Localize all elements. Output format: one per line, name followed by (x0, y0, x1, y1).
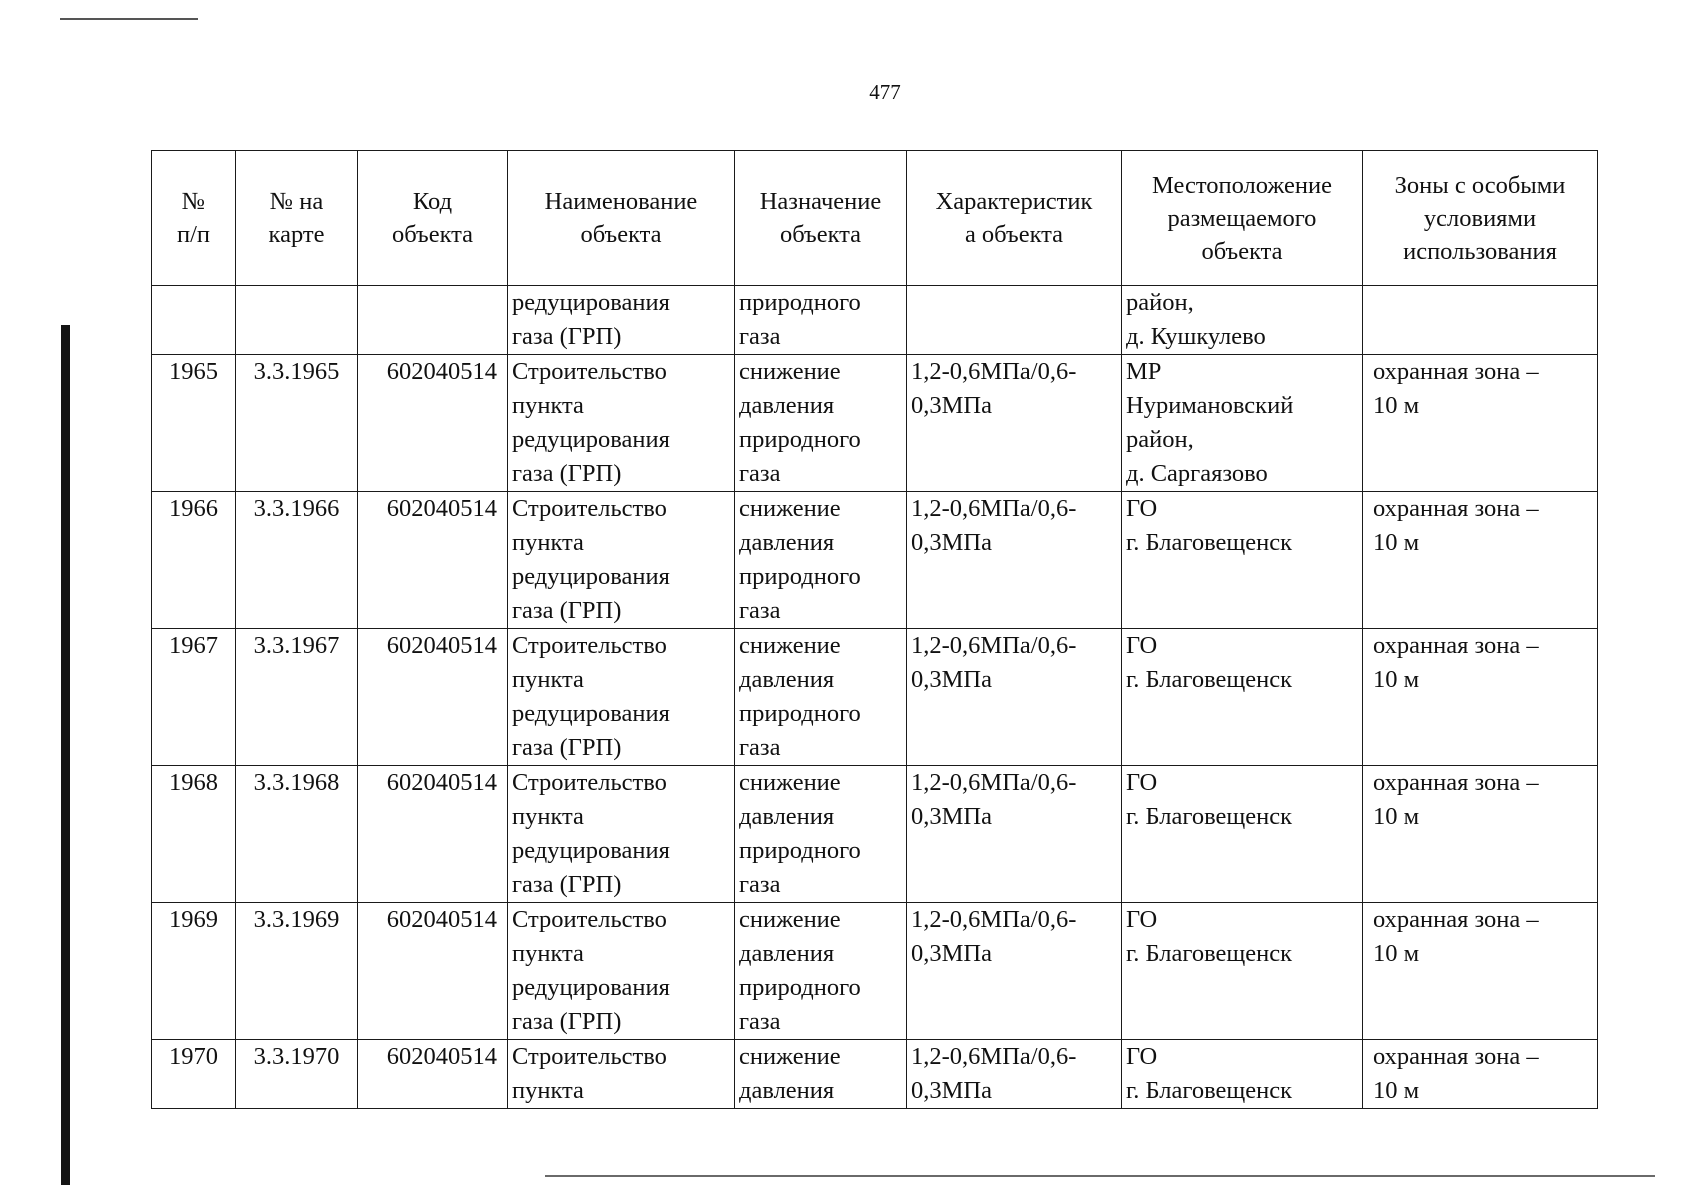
cell-object-purpose: снижение давления природного газа (735, 766, 907, 903)
header-map-number: № на карте (236, 151, 358, 286)
cell-object-location: ГО г. Благовещенск (1122, 629, 1363, 766)
cell-object-location: ГО г. Благовещенск (1122, 903, 1363, 1040)
cell-object-code: 602040514 (358, 629, 508, 766)
cell-object-name: редуцирования газа (ГРП) (508, 286, 735, 355)
header-num: № п/п (152, 151, 236, 286)
cell-object-location: район, д. Кушкулево (1122, 286, 1363, 355)
cell-object-location: ГО г. Благовещенск (1122, 766, 1363, 903)
cell-num (152, 286, 236, 355)
page-number: 477 (869, 80, 901, 104)
table-row (152, 1040, 1598, 1109)
header-object-purpose: Назначение объекта (735, 151, 907, 286)
table-row (152, 355, 1598, 492)
header-object-code: Код объекта (358, 151, 508, 286)
cell-map-number: 3.3.1970 (236, 1040, 358, 1109)
cell-object-name: Строительство пункта редуцирования газа (ГРП) (508, 629, 735, 766)
cell-object-characteristics: 1,2-0,6МПа/0,6- 0,3МПа (907, 766, 1122, 903)
table-row-continuation (152, 286, 1598, 355)
cell-special-zones: охранная зона – 10 м (1363, 492, 1598, 629)
cell-map-number: 3.3.1968 (236, 766, 358, 903)
cell-special-zones: охранная зона – 10 м (1363, 903, 1598, 1040)
cell-object-name: Строительство пункта редуцирования газа (ГРП) (508, 492, 735, 629)
cell-object-name: Строительство пункта (508, 1040, 735, 1109)
cell-num: 1970 (152, 1040, 236, 1109)
cell-object-code: 602040514 (358, 492, 508, 629)
cell-object-code: 602040514 (358, 766, 508, 903)
cell-object-characteristics (907, 286, 1122, 355)
cell-object-location: ГО г. Благовещенск (1122, 1040, 1363, 1109)
cell-object-purpose: снижение давления (735, 1040, 907, 1109)
cell-object-characteristics: 1,2-0,6МПа/0,6- 0,3МПа (907, 629, 1122, 766)
header-object-characteristics: Характеристик а объекта (907, 151, 1122, 286)
cell-object-location: ГО г. Благовещенск (1122, 492, 1363, 629)
cell-object-purpose: снижение давления природного газа (735, 903, 907, 1040)
scan-binding-bar (61, 325, 70, 1185)
cell-num: 1967 (152, 629, 236, 766)
table-row (152, 492, 1598, 629)
cell-special-zones: охранная зона – 10 м (1363, 355, 1598, 492)
cell-map-number: 3.3.1966 (236, 492, 358, 629)
cell-num: 1965 (152, 355, 236, 492)
cell-object-name: Строительство пункта редуцирования газа (ГРП) (508, 355, 735, 492)
cell-object-name: Строительство пункта редуцирования газа (ГРП) (508, 903, 735, 1040)
cell-map-number: 3.3.1967 (236, 629, 358, 766)
cell-special-zones: охранная зона – 10 м (1363, 1040, 1598, 1109)
cell-object-code: 602040514 (358, 903, 508, 1040)
cell-object-code: 602040514 (358, 355, 508, 492)
cell-object-purpose: снижение давления природного газа (735, 629, 907, 766)
objects-table (151, 150, 1598, 1109)
cell-object-purpose: снижение давления природного газа (735, 355, 907, 492)
cell-map-number (236, 286, 358, 355)
scan-mark-top (60, 18, 198, 20)
cell-object-code (358, 286, 508, 355)
cell-object-location: МР Нуримановский район, д. Саргаязово (1122, 355, 1363, 492)
cell-object-characteristics: 1,2-0,6МПа/0,6- 0,3МПа (907, 903, 1122, 1040)
header-object-location: Местоположение размещаемого объекта (1122, 151, 1363, 286)
cell-num: 1966 (152, 492, 236, 629)
cell-object-name: Строительство пункта редуцирования газа (ГРП) (508, 766, 735, 903)
cell-special-zones: охранная зона – 10 м (1363, 629, 1598, 766)
cell-special-zones (1363, 286, 1598, 355)
cell-map-number: 3.3.1965 (236, 355, 358, 492)
header-special-zones: Зоны с особыми условиями использования (1363, 151, 1598, 286)
cell-map-number: 3.3.1969 (236, 903, 358, 1040)
cell-object-characteristics: 1,2-0,6МПа/0,6- 0,3МПа (907, 1040, 1122, 1109)
cell-object-characteristics: 1,2-0,6МПа/0,6- 0,3МПа (907, 355, 1122, 492)
cell-object-purpose: снижение давления природного газа (735, 492, 907, 629)
table-row (152, 766, 1598, 903)
cell-special-zones: охранная зона – 10 м (1363, 766, 1598, 903)
cell-object-purpose: природного газа (735, 286, 907, 355)
cell-num: 1968 (152, 766, 236, 903)
cell-object-code: 602040514 (358, 1040, 508, 1109)
table-header-row (152, 151, 1598, 286)
cell-num: 1969 (152, 903, 236, 1040)
cell-object-characteristics: 1,2-0,6МПа/0,6- 0,3МПа (907, 492, 1122, 629)
table-row (152, 903, 1598, 1040)
scan-line-bottom (545, 1175, 1655, 1177)
header-object-name: Наименование объекта (508, 151, 735, 286)
table-row (152, 629, 1598, 766)
